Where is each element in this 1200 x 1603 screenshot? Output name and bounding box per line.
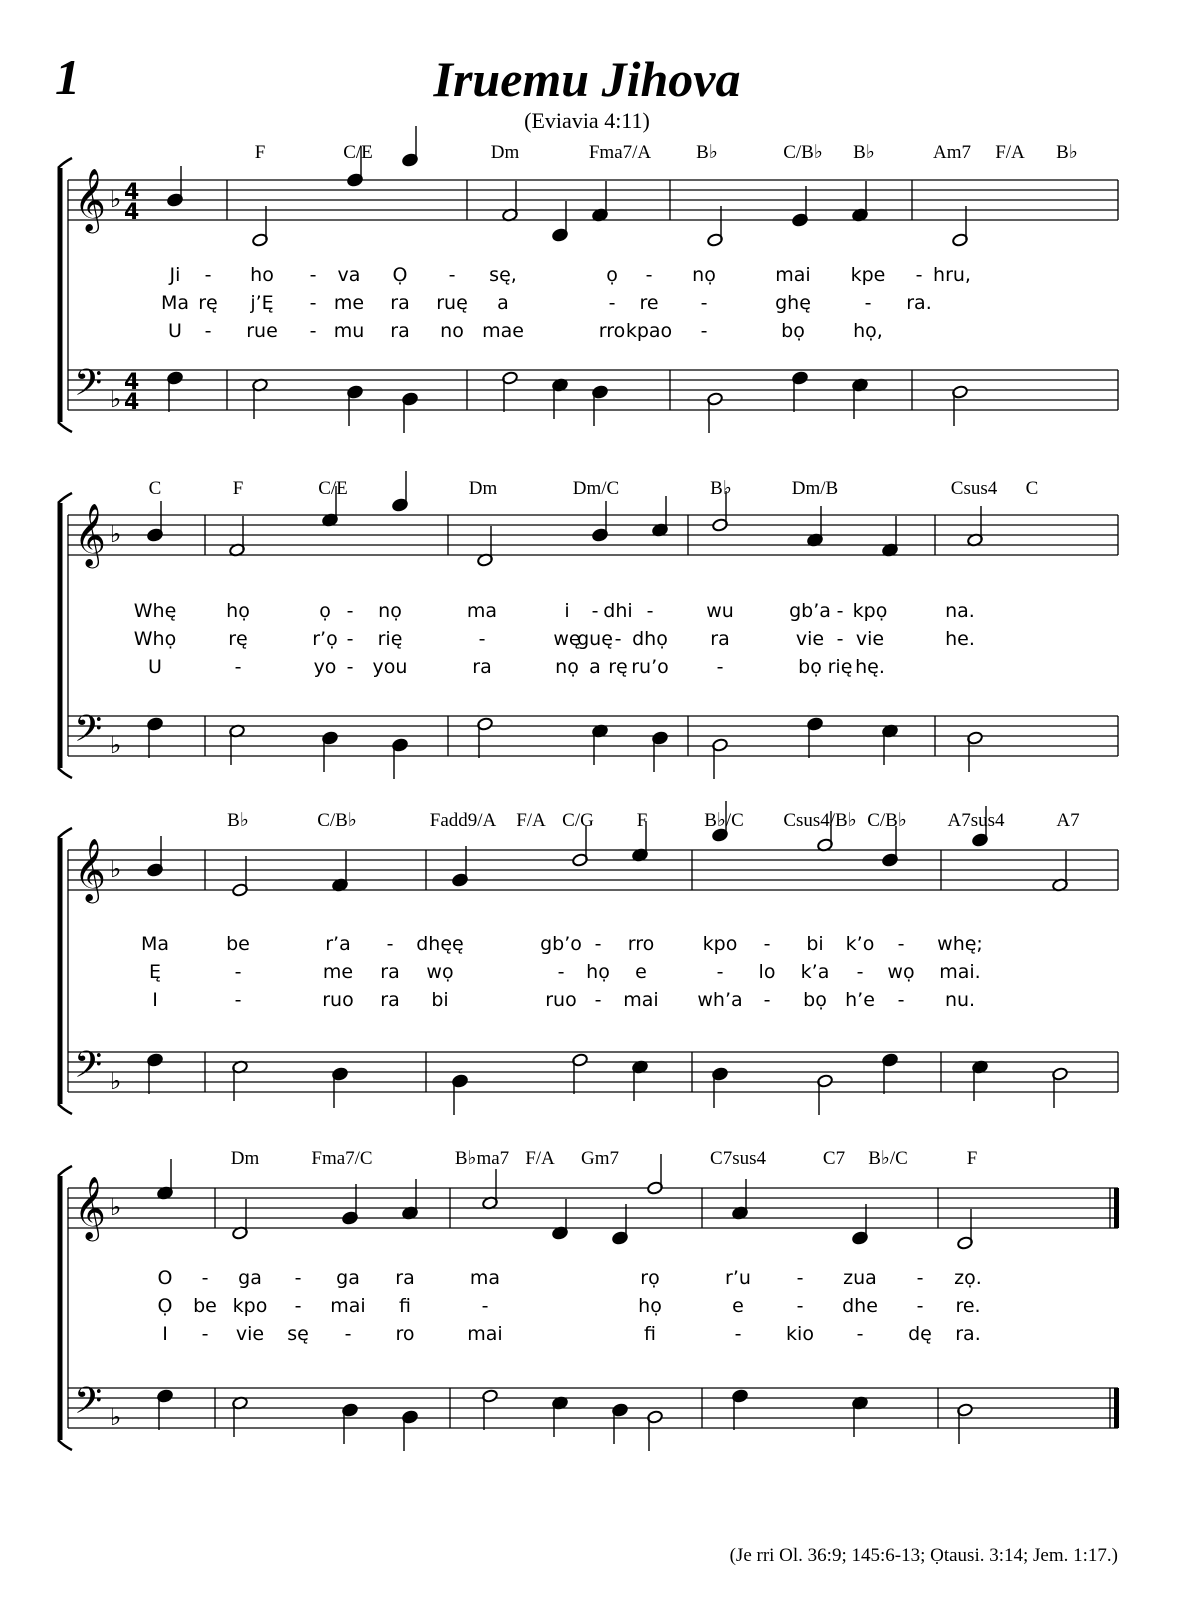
lyric-syllable: - [594, 933, 602, 955]
lyric-syllable: - [734, 1323, 742, 1345]
lyric-syllable: - [614, 628, 622, 650]
lyric-syllable: Ọ [392, 264, 408, 286]
chord-symbol: C/B♭ [867, 810, 907, 831]
lyric-syllable: bọ [803, 989, 827, 1011]
lyric-syllable: i [564, 600, 570, 622]
chord-symbol: Fadd9/A [429, 810, 497, 831]
lyric-syllable: mai [467, 1323, 503, 1345]
lyric-syllable: h’e [845, 989, 875, 1011]
chord-symbol: Gm7 [581, 1148, 619, 1169]
lyric-syllable: rię [377, 628, 403, 650]
lyric-syllable: - [234, 656, 242, 678]
final-bar-thick [1114, 1388, 1119, 1428]
lyric-syllable: k’a [800, 961, 830, 983]
lyric-syllable: - [309, 292, 317, 314]
chord-symbol: Fma7/C [311, 1148, 373, 1169]
chord-symbol: Dm [230, 1148, 260, 1169]
lyric-syllable: you [372, 656, 408, 678]
lyric-syllable: ra. [955, 1323, 981, 1345]
chord-symbol: B♭ [696, 142, 718, 163]
lyric-syllable: Whę [133, 600, 177, 622]
lyric-syllable: - [608, 292, 616, 314]
lyric-syllable: - [346, 600, 354, 622]
key-signature-flat-icon: ♭ [110, 1193, 122, 1221]
lyric-syllable: ra [390, 320, 410, 342]
scripture-reference: (Eviavia 4:11) [524, 108, 650, 133]
chord-symbol: A7sus4 [947, 810, 1005, 831]
lyric-syllable: U [168, 320, 182, 342]
lyric-syllable: ro [395, 1323, 415, 1345]
bracket-hook-top [58, 828, 72, 838]
key-signature-flat-icon: ♭ [110, 385, 122, 413]
chord-symbol: Dm [490, 142, 520, 163]
chord-symbol: Dm/C [572, 478, 620, 499]
lyric-syllable: nọ [378, 600, 402, 622]
treble-clef-icon: 𝄞 [74, 503, 106, 566]
lyric-syllable: kpao [625, 320, 673, 342]
bass-clef-icon: 𝄢 [74, 1044, 103, 1095]
lyric-syllable: - [591, 600, 599, 622]
lyric-syllable: be [226, 933, 250, 955]
lyric-syllable: fi [644, 1323, 656, 1345]
lyric-syllable: - [557, 961, 565, 983]
lyric-syllable: - [916, 1267, 924, 1289]
key-signature-flat-icon: ♭ [110, 855, 122, 883]
lyric-syllable: vie [795, 628, 825, 650]
lyric-syllable: he. [945, 628, 975, 650]
lyric-syllable: dhe [842, 1295, 878, 1317]
lyric-syllable: ra. [906, 292, 932, 314]
lyric-syllable: - [386, 933, 394, 955]
chord-symbol: Am7 [933, 142, 971, 163]
lyric-syllable: bọ [798, 656, 822, 678]
lyric-syllable: gb’a [789, 600, 831, 622]
lyric-syllable: mai. [939, 961, 981, 983]
lyric-syllable: kio [786, 1323, 814, 1345]
lyric-syllable: ghę [775, 292, 811, 314]
chord-symbol: C [1025, 478, 1039, 499]
chord-symbol: C/B♭ [317, 810, 357, 831]
lyric-syllable: mu [333, 320, 365, 342]
lyric-syllable: - [915, 264, 923, 286]
lyric-syllable: ra [472, 656, 492, 678]
lyric-syllable: rọ [640, 1267, 660, 1289]
lyric-syllable: r’a [325, 933, 351, 955]
lyric-syllable: ra [380, 961, 400, 983]
lyric-syllable: - [309, 320, 317, 342]
lyric-syllable: j’Ę [250, 292, 274, 314]
chord-symbol: F [254, 142, 266, 163]
lyric-syllable: ru’o [631, 656, 669, 678]
lyric-syllable: - [856, 961, 864, 983]
chord-symbol: Fma7/A [588, 142, 652, 163]
lyric-syllable: - [201, 1323, 209, 1345]
lyric-syllable: Ę [148, 961, 162, 983]
lyric-syllable: - [344, 1323, 352, 1345]
chord-symbol: F [232, 478, 244, 499]
bracket-hook-bottom [58, 422, 72, 432]
lyric-syllable: zua [843, 1267, 877, 1289]
lyric-syllable: sę, [489, 264, 517, 286]
lyric-syllable: re. [955, 1295, 981, 1317]
lyric-syllable: be [193, 1295, 217, 1317]
lyric-syllable: - [204, 320, 212, 342]
lyric-syllable: - [796, 1295, 804, 1317]
lyric-syllable: fi [399, 1295, 411, 1317]
chord-symbol: Dm [468, 478, 498, 499]
chord-symbol: C7sus4 [710, 1148, 766, 1169]
lyric-syllable: ma [466, 600, 498, 622]
chord-symbol: A7 [1056, 810, 1080, 831]
lyric-syllable: hru, [933, 264, 971, 286]
chord-symbol: C/G [562, 810, 594, 831]
lyric-syllable: ra [380, 989, 400, 1011]
lyric-syllable: a [497, 292, 509, 314]
treble-clef-icon: 𝄞 [74, 838, 106, 901]
lyric-syllable: dhọ [632, 628, 668, 650]
lyric-syllable: mai [623, 989, 659, 1011]
lyric-syllable: rę [228, 628, 248, 650]
lyric-syllable: k’o [845, 933, 875, 955]
chord-symbol: Csus4/B♭ [783, 810, 857, 831]
lyric-syllable: na. [945, 600, 975, 622]
lyric-syllable: lo [758, 961, 776, 983]
treble-clef-icon: 𝄞 [74, 168, 106, 231]
chord-symbol: F/A [995, 142, 1025, 163]
lyric-syllable: dę [908, 1323, 932, 1345]
lyric-syllable: wę [553, 628, 581, 650]
chord-symbol: F [966, 1148, 978, 1169]
lyric-syllable: - [856, 1323, 864, 1345]
chord-symbol: B♭ [1056, 142, 1078, 163]
lyric-syllable: I [152, 989, 158, 1011]
lyric-syllable: r’ọ [312, 628, 338, 650]
lyric-syllable: - [700, 320, 708, 342]
lyric-syllable: - [796, 1267, 804, 1289]
lyric-syllable: bi [431, 989, 449, 1011]
lyric-syllable: họ, [853, 320, 883, 342]
key-signature-flat-icon: ♭ [110, 731, 122, 759]
lyric-syllable: Ọ [157, 1295, 173, 1317]
bass-clef-icon: 𝄢 [74, 708, 103, 759]
lyric-syllable: - [346, 656, 354, 678]
lyric-syllable: re [639, 292, 659, 314]
lyric-syllable: bi [806, 933, 824, 955]
lyric-syllable: - [594, 989, 602, 1011]
lyric-syllable: mai [775, 264, 811, 286]
lyric-syllable: - [309, 264, 317, 286]
chord-symbol: B♭ [853, 142, 875, 163]
lyric-syllable: rue [246, 320, 278, 342]
bracket-hook-bottom [58, 1104, 72, 1114]
lyric-syllable: - [294, 1295, 302, 1317]
lyric-syllable: Whọ [133, 628, 177, 650]
lyric-syllable: rę [608, 656, 628, 678]
lyric-syllable: vie [855, 628, 885, 650]
lyric-syllable: - [646, 600, 654, 622]
key-signature-flat-icon: ♭ [110, 185, 122, 213]
treble-clef-icon: 𝄞 [74, 1176, 106, 1239]
lyric-syllable: - [346, 628, 354, 650]
key-signature-flat-icon: ♭ [110, 1403, 122, 1431]
chord-symbol: F/A [516, 810, 546, 831]
hymn-title: Iruemu Jihova [433, 51, 741, 107]
key-signature-flat-icon: ♭ [110, 1067, 122, 1095]
lyric-syllable: - [836, 628, 844, 650]
lyric-syllable: wu [706, 600, 734, 622]
hymn-number: 1 [55, 49, 80, 105]
lyric-syllable: - [478, 628, 486, 650]
lyric-syllable: wọ [426, 961, 454, 983]
lyric-syllable: sę [287, 1323, 309, 1345]
time-signature-denominator: 4 [124, 390, 140, 415]
time-signature-numerator: 4 [124, 180, 140, 205]
lyric-syllable: - [763, 989, 771, 1011]
lyric-syllable: nu. [944, 989, 976, 1011]
lyric-syllable: bọ [781, 320, 805, 342]
chord-symbol: B♭/C [868, 1148, 908, 1169]
bracket-hook-top [58, 1166, 72, 1176]
lyric-syllable: whę; [937, 933, 983, 955]
chord-symbol: C/E [318, 478, 348, 499]
key-signature-flat-icon: ♭ [110, 520, 122, 548]
chord-symbol: B♭ [710, 478, 732, 499]
chord-symbol: B♭/C [704, 810, 744, 831]
lyric-syllable: ga [336, 1267, 360, 1289]
lyric-syllable: họ [586, 961, 610, 983]
lyric-syllable: e [635, 961, 647, 983]
chord-symbol: Csus4 [950, 478, 998, 499]
lyric-syllable: ga [238, 1267, 262, 1289]
lyric-syllable: - [234, 989, 242, 1011]
lyric-syllable: kpe [850, 264, 886, 286]
lyric-syllable: me [333, 292, 365, 314]
lyric-syllable: dhęę [416, 933, 464, 955]
lyric-syllable: ọ [606, 264, 618, 286]
chord-symbol: B♭ma7 [454, 1148, 510, 1169]
lyric-syllable: - [716, 961, 724, 983]
lyric-syllable: kpo [232, 1295, 268, 1317]
chord-symbol: C/B♭ [783, 142, 823, 163]
lyric-syllable: - [916, 1295, 924, 1317]
lyric-syllable: ra [390, 292, 410, 314]
lyric-syllable: zọ. [954, 1267, 982, 1289]
lyric-syllable: I [162, 1323, 168, 1345]
lyric-syllable: mai [330, 1295, 366, 1317]
lyric-syllable: họ [226, 600, 250, 622]
lyric-syllable: r’u [725, 1267, 751, 1289]
lyric-syllable: O [157, 1267, 173, 1289]
time-signature-numerator: 4 [124, 370, 140, 395]
lyric-syllable: rro [627, 933, 655, 955]
lyric-syllable: mae [482, 320, 524, 342]
chord-symbol: F/A [525, 1148, 555, 1169]
bracket-hook-top [58, 493, 72, 503]
lyric-syllable: dhi [603, 600, 633, 622]
lyric-syllable: rro [598, 320, 626, 342]
lyric-syllable: gb’o [540, 933, 582, 955]
bracket-hook-top [58, 158, 72, 168]
chord-symbol: F [636, 810, 648, 831]
lyric-syllable: - [864, 292, 872, 314]
lyric-syllable: Ma [140, 933, 170, 955]
lyric-syllable: kpọ [852, 600, 888, 622]
lyric-syllable: rę [198, 292, 218, 314]
lyric-syllable: - [204, 264, 212, 286]
lyric-syllable: ra [395, 1267, 415, 1289]
lyric-syllable: ruo [545, 989, 577, 1011]
lyric-syllable: kpo [702, 933, 738, 955]
lyric-syllable: ruo [322, 989, 354, 1011]
lyric-syllable: no [440, 320, 464, 342]
lyric-syllable: ọ [319, 600, 331, 622]
chord-symbol: Dm/B [791, 478, 839, 499]
bracket-hook-bottom [58, 1440, 72, 1450]
lyric-syllable: hę. [855, 656, 885, 678]
lyric-syllable: - [448, 264, 456, 286]
lyric-syllable: e [732, 1295, 744, 1317]
lyric-syllable: - [481, 1295, 489, 1317]
lyric-syllable: me [322, 961, 354, 983]
bass-clef-icon: 𝄢 [74, 1380, 103, 1431]
lyric-syllable: ruę [436, 292, 468, 314]
lyric-syllable: nọ [555, 656, 579, 678]
lyric-syllable: - [716, 656, 724, 678]
lyric-syllable: wọ [887, 961, 915, 983]
chord-symbol: C/E [343, 142, 373, 163]
lyric-syllable: - [700, 292, 708, 314]
lyric-syllable: nọ [692, 264, 716, 286]
lyric-syllable: - [836, 600, 844, 622]
lyric-syllable: - [294, 1267, 302, 1289]
lyric-syllable: a [589, 656, 601, 678]
chord-symbol: C [148, 478, 162, 499]
lyric-syllable: - [897, 933, 905, 955]
lyric-syllable: - [201, 1267, 209, 1289]
lyric-syllable: - [645, 264, 653, 286]
lyric-syllable: U [148, 656, 162, 678]
lyric-syllable: ho [250, 264, 274, 286]
lyric-syllable: - [763, 933, 771, 955]
lyric-syllable: họ [638, 1295, 662, 1317]
cross-references: (Je rri Ol. 36:9; 145:6-13; Ọtausi. 3:14; Jem. 1:17.) [729, 1545, 1118, 1566]
lyric-syllable: - [897, 989, 905, 1011]
chord-symbol: C7 [822, 1148, 846, 1169]
lyric-syllable: Ji [169, 264, 181, 286]
lyric-syllable: yo [313, 656, 337, 678]
lyric-syllable: rię [827, 656, 853, 678]
bracket-hook-bottom [58, 768, 72, 778]
lyric-syllable: ma [469, 1267, 501, 1289]
lyric-syllable: - [234, 961, 242, 983]
chord-symbol: B♭ [227, 810, 249, 831]
lyric-syllable: va [337, 264, 361, 286]
lyric-syllable: Ma [160, 292, 190, 314]
final-bar-thick [1114, 1188, 1119, 1228]
lyric-syllable: ra [710, 628, 730, 650]
lyric-syllable: guę [577, 628, 613, 650]
bass-clef-icon: 𝄢 [74, 362, 103, 413]
time-signature-denominator: 4 [124, 200, 140, 225]
lyric-syllable: wh’a [697, 989, 743, 1011]
lyric-syllable: vie [235, 1323, 265, 1345]
